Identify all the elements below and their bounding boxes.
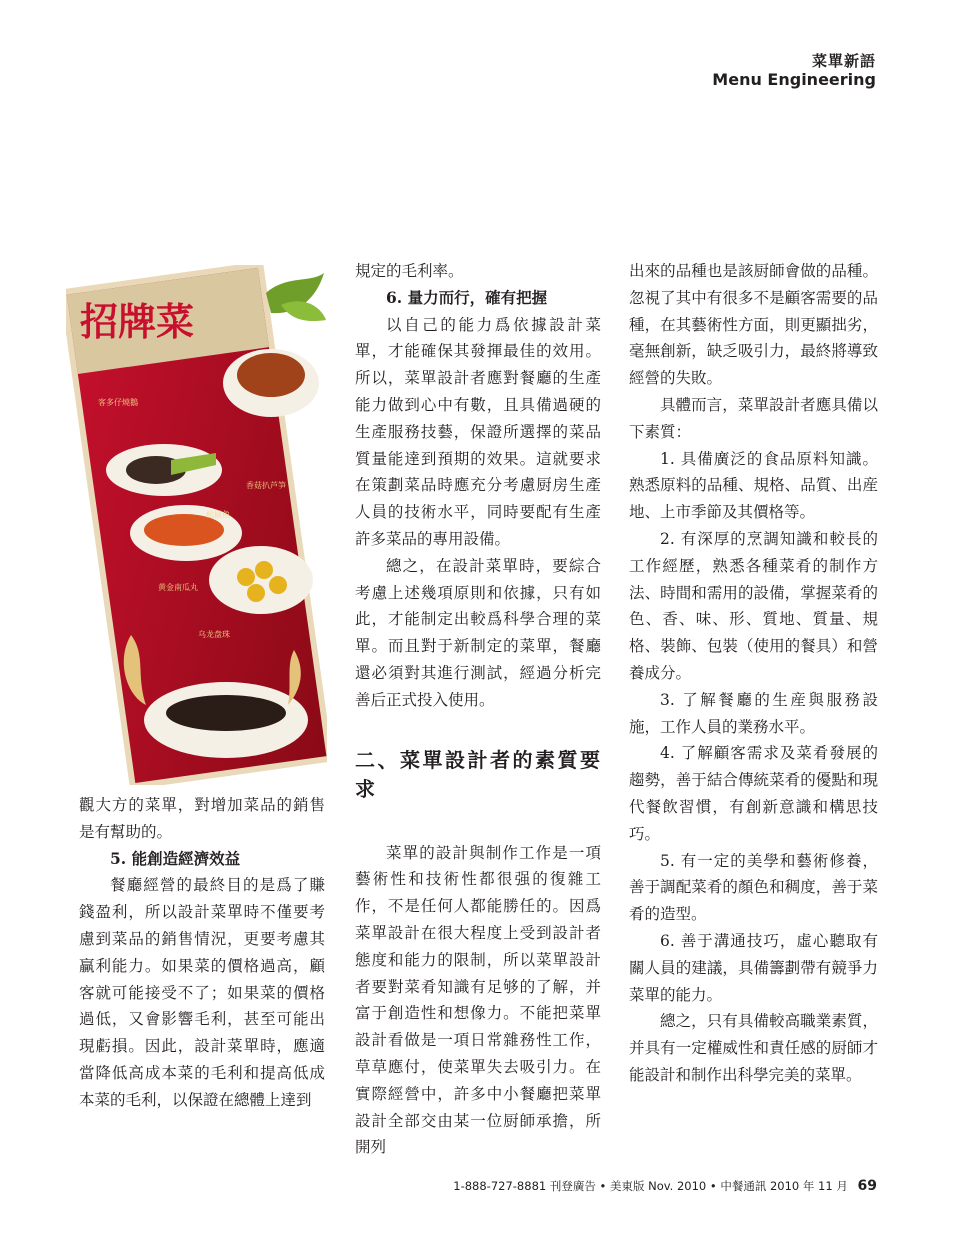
list-item: 3. 了解餐廳的生産與服務設施，工作人員的業務水平。	[629, 690, 878, 736]
article-column-1	[79, 792, 325, 1114]
paragraph: 總之，在設計菜單時，要綜合考慮上述幾項原則和依據，只有如此，才能制定出較爲科學合理的菜單。而且對于新制定的菜單，餐廳還必須對其進行測試，經過分析完善后正式投入使用。	[355, 556, 601, 709]
article-column-3	[629, 258, 878, 1089]
dish-label-2: 香菇扒芦笋	[246, 481, 286, 490]
section-title: 二、菜單設計者的素質要求	[355, 747, 601, 801]
article-column-2	[355, 258, 601, 1161]
paragraph: 總之，只有具備較高職業素質，并具有一定權威性和責任感的厨師才能設計和制作出科學完美的菜單。	[629, 1012, 878, 1084]
subheading: 6. 量力而行，確有把握	[386, 287, 548, 307]
menu-poster-image	[66, 265, 327, 785]
paragraph: 規定的毛利率。	[355, 262, 464, 280]
paragraph: 餐廳經營的最終目的是爲了賺錢盈利，所以設計菜單時不僅要考慮到菜品的銷售情況，更要考慮其贏利能力。如果菜的價格過高，顧客就可能接受不了；如果菜的價格過低，又會影響毛利，甚至可能出現虧損。因此，設計菜單時，應適當降低高成本菜的毛利和提高低成本菜的毛利，以保證在總體上達到	[79, 876, 325, 1109]
list-item: 5. 有一定的美學和藝術修養，善于調配菜肴的顏色和稠度，善于菜肴的造型。	[629, 851, 878, 924]
header-title-en: Menu Engineering	[712, 70, 876, 89]
menu-poster-title: 招牌菜	[80, 299, 195, 344]
footer-text: 1-888-727-8881 刊登廣告 • 美東版 Nov. 2010 • 中餐通訊 2010 年 11 月	[453, 1179, 848, 1193]
dish-label-5: 乌龙盘珠	[198, 630, 230, 639]
dish-label-3: 松鼠鱼	[206, 510, 230, 519]
paragraph: 出來的品種也是該厨師會做的品種。忽視了其中有很多不是顧客需要的品種，在其藝術性方面，則更顯拙劣，毫無創新，缺乏吸引力，最終將導致經營的失敗。	[629, 262, 878, 388]
paragraph: 具體而言，菜單設計者應具備以下素質：	[629, 395, 878, 441]
paragraph: 以自己的能力爲依據設計菜單，才能確保其發揮最佳的效用。所以，菜單設計者應對餐廳的生產能力做到心中有數，且具備過硬的生產服務技藝，保證所選擇的菜品質量能達到預期的效果。這就要求在策劃菜品時應充分考慮厨房生產人員的技術水平，同時要配有生產許多菜品的專用設備。	[355, 315, 601, 548]
dish-label-1: 客多仔燒鵝	[98, 398, 138, 407]
list-item: 4. 了解顧客需求及菜肴發展的趨勢，善于結合傳統菜肴的優點和現代餐飲習慣，有創新意識和構思技巧。	[629, 744, 878, 843]
subheading: 5. 能創造經濟效益	[110, 848, 241, 868]
list-item: 2. 有深厚的烹調知識和較長的工作經歷，熟悉各種菜肴的制作方法、時間和需用的設備，掌握菜肴的色、香、味、形、質地、質量、規格、裝飾、包裝（使用的餐具）和營養成分。	[629, 529, 878, 682]
paragraph: 觀大方的菜單，對增加菜品的銷售是有幫助的。	[79, 796, 325, 841]
paragraph: 菜單的設計與制作工作是一項藝術性和技術性都很强的復雜工作，不是任何人都能勝任的。因爲菜單設計在很大程度上受到設計者態度和能力的限制，所以菜單設計者要對菜肴知識有足够的了解，并富于創造性和想像力。不能把菜單設計看做是一項日常雜務性工作，草草應付，使菜單失去吸引力。在實際經營中，許多中小餐廳把菜單設計全部交由某一位厨師承擔，所開列	[355, 843, 601, 1157]
list-item: 6. 善于溝通技巧，虛心聽取有關人員的建議，具備籌劃帶有競爭力菜單的能力。	[629, 931, 878, 1004]
header-title-zh: 菜單新語	[811, 52, 876, 70]
list-item: 1. 具備廣泛的食品原料知識。熟悉原料的品種、規格、品質、出産地、上市季節及其價格等。	[629, 449, 878, 522]
dish-label-4: 黄金南瓜丸	[158, 583, 198, 592]
page-footer	[453, 1178, 877, 1194]
page-number: 69	[857, 1178, 877, 1194]
page-header	[712, 52, 876, 90]
